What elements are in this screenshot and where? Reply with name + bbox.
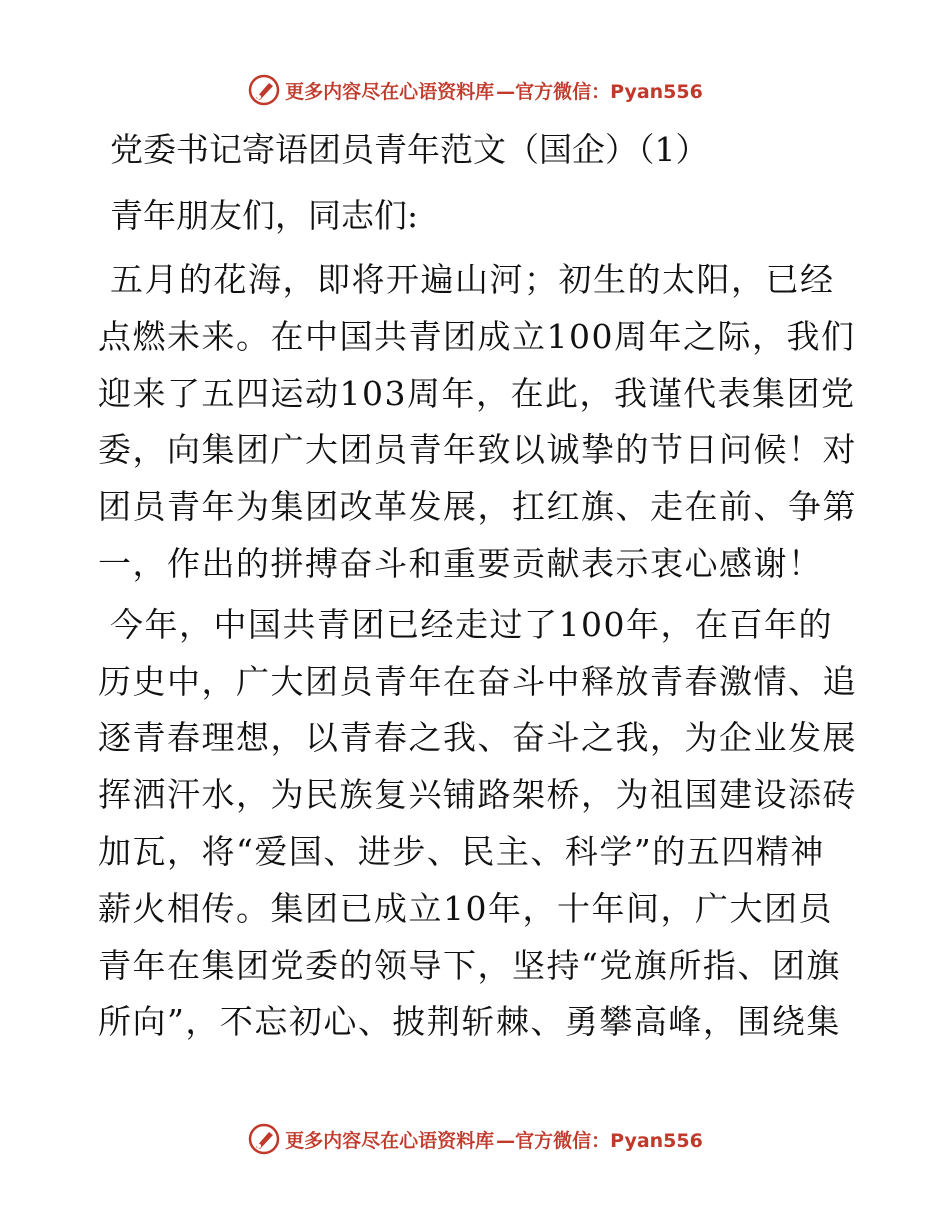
paragraph-line: 今年，中国共青团已经走过了100年，在百年的 xyxy=(110,604,833,644)
paragraph-line: 所向”，不忘初心、披荆斩棘、勇攀高峰，围绕集 xyxy=(98,1002,841,1042)
greeting-line: 青年朋友们，同志们: xyxy=(110,196,419,235)
paragraph-2 xyxy=(98,597,858,1051)
paragraph-line: 挥洒汗水，为民族复兴铺路架桥，为祖国建设添砖 xyxy=(98,775,857,815)
paragraph-line: 点燃未来。在中国共青团成立100周年之际，我们 xyxy=(98,316,856,356)
paragraph-line: 薪火相传。集团已成立10年，十年间，广大团员 xyxy=(98,888,833,928)
paragraph-line: 加瓦，将“爱国、进步、民主、科学”的五四精神 xyxy=(98,831,825,871)
header-watermark-banner xyxy=(0,70,950,110)
paragraph-line: 历史中，广大团员青年在奋斗中释放青春激情、追 xyxy=(98,661,857,701)
paragraph-line: 团员青年为集团改革发展，扛红旗、走在前、争第 xyxy=(98,487,857,527)
banner-sub-text: —官方微信：Pyan556 xyxy=(496,80,703,103)
paragraph-line: 委，向集团广大团员青年致以诚挚的节日问候！对 xyxy=(98,430,857,470)
document-title: 党委书记寄语团员青年范文（国企）（1） xyxy=(110,130,709,169)
paragraph-1 xyxy=(98,252,858,593)
footer-watermark-banner xyxy=(0,1119,950,1159)
paragraph-line: 青年在集团党委的领导下，坚持“党旗所指、团旗 xyxy=(98,945,841,985)
document-body xyxy=(98,118,858,1055)
pen-logo-icon xyxy=(247,73,281,107)
pen-logo-icon xyxy=(247,1122,281,1156)
paragraph-line: 迎来了五四运动103周年，在此，我谨代表集团党 xyxy=(98,373,856,413)
paragraph-line: 一，作出的拼搏奋斗和重要贡献表示衷心感谢！ xyxy=(98,543,823,583)
banner-main-text: 更多内容尽在心语资料库 xyxy=(285,80,495,103)
paragraph-line: 五月的花海，即将开遍山河；初生的太阳，已经 xyxy=(110,260,835,299)
banner-main-text: 更多内容尽在心语资料库 xyxy=(285,1129,495,1152)
paragraph-line: 逐青春理想，以青春之我、奋斗之我，为企业发展 xyxy=(98,718,857,758)
banner-sub-text: —官方微信：Pyan556 xyxy=(496,1129,703,1152)
